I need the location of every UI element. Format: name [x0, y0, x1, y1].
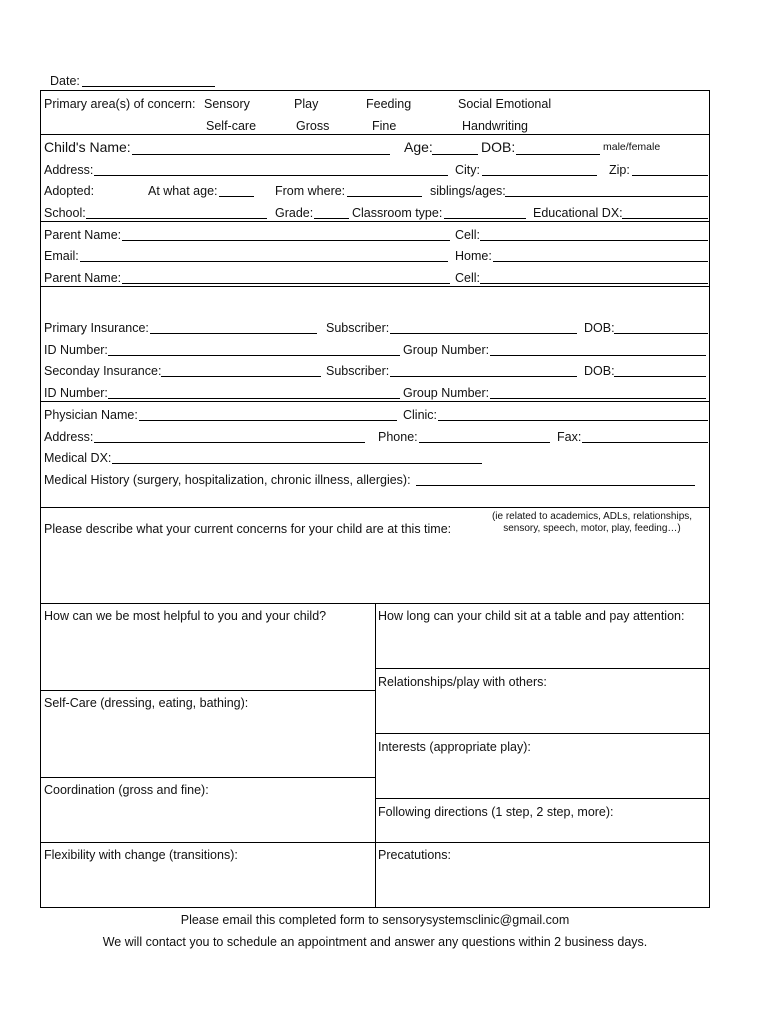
- group1-field[interactable]: [490, 355, 706, 356]
- answer-flexibility[interactable]: [41, 864, 374, 907]
- physician-label: Physician Name:: [44, 408, 138, 422]
- question-flexibility: Flexibility with change (transitions):: [44, 848, 238, 862]
- concern-self-care[interactable]: Self-care: [206, 119, 257, 133]
- id1-field[interactable]: [108, 355, 400, 356]
- grid-divider: [40, 777, 375, 778]
- subscriber2-field[interactable]: [390, 376, 577, 377]
- group2-field[interactable]: [490, 398, 706, 399]
- answer-selfcare[interactable]: [41, 712, 374, 776]
- phone-field[interactable]: [419, 442, 550, 443]
- question-precautions: Precatutions:: [378, 848, 451, 862]
- address-label: Address:: [44, 163, 94, 177]
- cell1-label: Cell:: [455, 228, 481, 242]
- grade-field[interactable]: [314, 218, 349, 219]
- secondary-insurance-label: Seconday Insurance:: [44, 364, 162, 378]
- dob2-label: DOB:: [584, 364, 615, 378]
- medical-history-field[interactable]: [416, 485, 695, 486]
- concern-social-emotional[interactable]: Social Emotional: [458, 97, 552, 111]
- concern-feeding[interactable]: Feeding: [366, 97, 412, 111]
- medical-dx-label: Medical DX:: [44, 451, 112, 465]
- parent2-label: Parent Name:: [44, 271, 122, 285]
- parent1-label: Parent Name:: [44, 228, 122, 242]
- answer-coordination[interactable]: [41, 799, 374, 841]
- adopted-label: Adopted:: [44, 184, 95, 198]
- question-selfcare: Self-Care (dressing, eating, bathing):: [44, 696, 249, 710]
- home-field[interactable]: [493, 261, 708, 262]
- question-sit: How long can your child sit at a table and pay attention:: [378, 609, 685, 623]
- describe-concerns-label: Please describe what your current concerns for your child are at this time:: [44, 522, 452, 536]
- footer-contact-note: We will contact you to schedule an appointment and answer any questions within 2 business days.: [102, 935, 648, 949]
- parent2-field[interactable]: [122, 283, 450, 284]
- subscriber1-field[interactable]: [390, 333, 577, 334]
- cell2-field[interactable]: [480, 283, 708, 284]
- id1-label: ID Number:: [44, 343, 108, 357]
- child-name-field[interactable]: [132, 154, 390, 155]
- siblings-field[interactable]: [505, 196, 708, 197]
- answer-sit[interactable]: [376, 625, 709, 667]
- dob1-field[interactable]: [614, 333, 708, 334]
- home-label: Home:: [455, 249, 492, 263]
- grid-divider: [375, 668, 710, 669]
- email-label: Email:: [44, 249, 79, 263]
- clinic-field[interactable]: [438, 420, 708, 421]
- siblings-label: siblings/ages:: [430, 184, 506, 198]
- concerns-answer-area[interactable]: [40, 507, 710, 603]
- answer-helpful[interactable]: [41, 625, 374, 689]
- city-field[interactable]: [482, 175, 597, 176]
- group2-label: Group Number:: [403, 386, 490, 400]
- grid-divider: [375, 842, 710, 843]
- email-field[interactable]: [80, 261, 448, 262]
- answer-precautions[interactable]: [376, 864, 709, 907]
- fax-field[interactable]: [582, 442, 708, 443]
- edu-dx-field[interactable]: [622, 218, 708, 219]
- edu-dx-label: Educational DX:: [533, 206, 623, 220]
- primary-insurance-field[interactable]: [150, 333, 317, 334]
- sex-option[interactable]: male/female: [603, 141, 661, 153]
- school-label: School:: [44, 206, 86, 220]
- physician-address-field[interactable]: [94, 442, 365, 443]
- grid-divider: [375, 798, 710, 799]
- child-name-label: Child's Name:: [44, 139, 131, 155]
- school-field[interactable]: [86, 218, 267, 219]
- date-field[interactable]: [82, 86, 215, 87]
- answer-relationships[interactable]: [376, 691, 709, 732]
- parent1-field[interactable]: [122, 240, 450, 241]
- dob1-label: DOB:: [584, 321, 615, 335]
- question-interests: Interests (appropriate play):: [378, 740, 531, 754]
- fax-label: Fax:: [557, 430, 582, 444]
- question-helpful: How can we be most helpful to you and your child?: [44, 609, 327, 623]
- classroom-field[interactable]: [444, 218, 526, 219]
- medical-history-label: Medical History (surgery, hospitalization, chronic illness, allergies):: [44, 473, 411, 487]
- section-divider: [40, 286, 710, 287]
- date-label: Date:: [50, 74, 80, 88]
- what-age-label: At what age:: [148, 184, 218, 198]
- section-divider: [40, 221, 710, 222]
- concern-sensory[interactable]: Sensory: [204, 97, 250, 111]
- subscriber2-label: Subscriber:: [326, 364, 390, 378]
- age-label: Age:: [404, 139, 433, 155]
- from-where-field[interactable]: [347, 196, 422, 197]
- from-where-label: From where:: [275, 184, 346, 198]
- zip-field[interactable]: [632, 175, 708, 176]
- physician-field[interactable]: [139, 420, 397, 421]
- answer-directions[interactable]: [376, 821, 709, 841]
- what-age-field[interactable]: [219, 196, 254, 197]
- primary-insurance-label: Primary Insurance:: [44, 321, 149, 335]
- id2-field[interactable]: [108, 398, 400, 399]
- grid-divider: [375, 733, 710, 734]
- answer-interests[interactable]: [376, 756, 709, 797]
- cell2-label: Cell:: [455, 271, 481, 285]
- secondary-insurance-field[interactable]: [161, 376, 321, 377]
- concern-label: Primary area(s) of concern:: [44, 97, 196, 111]
- describe-concerns-note: (ie related to academics, ADLs, relationships, sensory, speech, motor, play, feeding…): [491, 511, 693, 534]
- clinic-label: Clinic:: [403, 408, 438, 422]
- section-divider: [40, 134, 710, 135]
- concern-play[interactable]: Play: [294, 97, 319, 111]
- concern-gross[interactable]: Gross: [296, 119, 330, 133]
- id2-label: ID Number:: [44, 386, 108, 400]
- city-label: City:: [455, 163, 480, 177]
- cell1-field[interactable]: [480, 240, 708, 241]
- footer-email-instruction: Please email this completed form to sensorysystemsclinic@gmail.com: [180, 913, 570, 927]
- dob-label: DOB:: [481, 139, 516, 155]
- zip-label: Zip:: [609, 163, 630, 177]
- concern-handwriting[interactable]: Handwriting: [462, 119, 529, 133]
- classroom-label: Classroom type:: [352, 206, 443, 220]
- physician-address-label: Address:: [44, 430, 94, 444]
- question-coordination: Coordination (gross and fine):: [44, 783, 209, 797]
- phone-label: Phone:: [378, 430, 418, 444]
- dob2-field[interactable]: [614, 376, 706, 377]
- address-field[interactable]: [94, 175, 448, 176]
- grid-divider: [40, 690, 375, 691]
- question-relationships: Relationships/play with others:: [378, 675, 547, 689]
- section-divider: [40, 401, 710, 402]
- medical-dx-field[interactable]: [112, 463, 482, 464]
- concern-fine[interactable]: Fine: [372, 119, 397, 133]
- subscriber1-label: Subscriber:: [326, 321, 390, 335]
- group1-label: Group Number:: [403, 343, 490, 357]
- grid-divider: [40, 842, 375, 843]
- dob-field[interactable]: [516, 154, 600, 155]
- age-field[interactable]: [432, 154, 478, 155]
- grade-label: Grade:: [275, 206, 314, 220]
- question-directions: Following directions (1 step, 2 step, more):: [378, 805, 614, 819]
